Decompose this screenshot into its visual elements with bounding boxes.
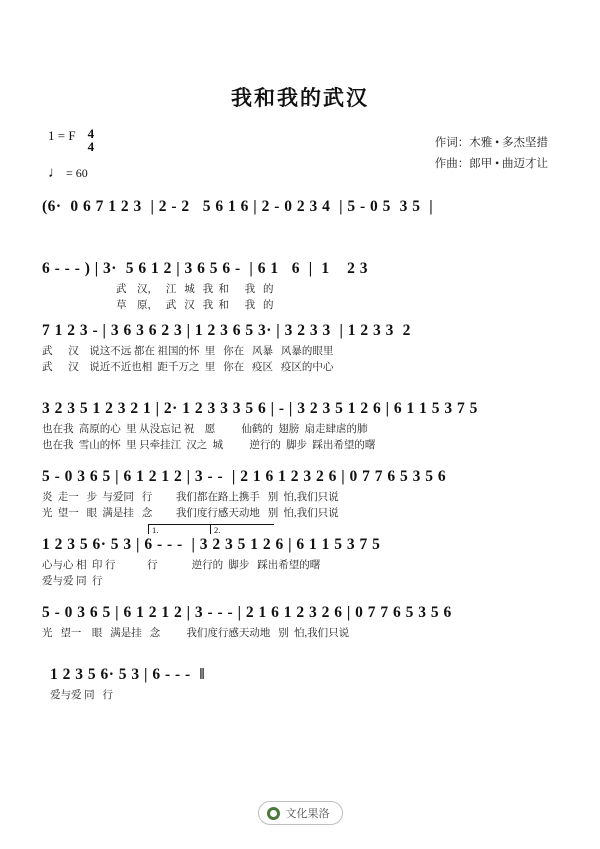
composer-credit: 作曲：郎甲 • 曲迈才让	[434, 158, 548, 171]
score-system-8	[50, 666, 310, 704]
system-4-lyric-1: 也在我 高原的心 里 从没忘记 祝 愿 仙鹤的 翅膀 扇走肆虐的肺	[42, 423, 368, 435]
score-system-1	[42, 198, 558, 216]
system-6-notes: 1 2 3 5 6· 5 3 | 6 - - - | 3 2 3 5 1 2 6 | 6 1 1 5 3 7 5	[42, 536, 381, 553]
meter-bottom: 4	[87, 139, 95, 155]
watermark-label: 文化果洛	[285, 808, 330, 820]
system-5-notes: 5 - 0 3 6 5 | 6 1 2 1 2 | 3 - - | 2 1 6 1 2 3 2 6 | 0 7 7 6 5 3 5 6	[42, 468, 447, 485]
system-3-notes: 7 1 2 3 - | 3 6 3 6 2 3 | 1 2 3 6 5 3· | 3 2 3 3 | 1 2 3 3 2	[42, 322, 411, 339]
page-title: 我和我的武汉	[231, 86, 369, 110]
tempo-value: = 60	[66, 165, 88, 180]
key-label: 1 = F	[48, 128, 76, 143]
system-6-lyric-2: 爱与爱 同 行	[42, 575, 103, 587]
system-7-notes: 5 - 0 3 6 5 | 6 1 2 1 2 | 3 - - - | 2 1 6 1 2 3 2 6 | 0 7 7 6 5 3 5 6	[42, 604, 452, 621]
tempo-marking	[48, 164, 94, 183]
footer	[0, 801, 600, 825]
quarter-note-icon: ♩	[48, 164, 63, 181]
score-system-5	[42, 468, 558, 521]
credits-block	[435, 133, 548, 176]
time-signature	[88, 128, 95, 154]
score-system-7	[42, 604, 558, 642]
system-5-lyric-1: 炎 走一 步 与爱同 行 我们都在路上携手 别 怕,我们只说	[42, 491, 339, 503]
score-system-3	[42, 322, 558, 375]
system-2-lyric-1: 武 汉， 江 城 我 和 我 的	[116, 283, 274, 295]
system-3-lyric-1: 武 汉 说这不远 都在 祖国的怀 里 你在 风暴 风暴的眼里	[42, 345, 334, 357]
repeat-ending-1: 1.	[148, 524, 212, 534]
system-3-lyric-2: 武 汉 说近不近也相 距千万之 里 你在 疫区 疫区的中心	[42, 361, 334, 373]
lyricist-credit: 作词：木雅 • 多杰坚措	[434, 137, 548, 149]
system-6-lyric-1: 心与心 相 印 行 行 逆行的 脚步 踩出希望的曙	[42, 559, 321, 571]
system-8-lyric-1: 爱与爱 同 行	[50, 689, 113, 701]
key-signature-block	[48, 128, 94, 182]
system-1-notes: (6· 0 6 7 1 2 3 | 2 - 2 5 6 1 6 | 2 - 0 2 3 4 | 5 - 0 5 3 5 |	[42, 198, 434, 215]
score-system-4	[42, 400, 558, 453]
score-system-6	[42, 536, 558, 589]
system-7-lyric-1: 光 望一 眼 满是挂 念 我们度行感天动地 别 怕,我们只说	[42, 627, 350, 639]
system-2-lyric-2: 草 原， 武 汉 我 和 我 的	[116, 299, 274, 311]
system-4-notes: 3 2 3 5 1 2 3 2 1 | 2· 1 2 3 3 3 5 6 | - | 3 2 3 5 1 2 6 | 6 1 1 5 3 7 5	[42, 400, 478, 417]
watermark-badge	[258, 801, 343, 825]
meter-top: 4	[87, 126, 95, 141]
repeat-ending-2: 2.	[210, 524, 274, 534]
system-2-notes: 6 - - - ) | 3· 5 6 1 2 | 3 6 5 6 - | 6 1 6 | 1 2 3	[42, 260, 369, 277]
score-system-2	[42, 260, 558, 313]
logo-icon	[267, 807, 280, 820]
system-4-lyric-2: 也在我 雪山的怀 里 只牵挂江 汉之 城 逆行的 脚步 踩出希望的曙	[42, 439, 376, 451]
system-5-lyric-2: 光 望一 眼 满是挂 念 我们度行感天动地 别 怕,我们只说	[42, 507, 339, 519]
system-8-notes: 1 2 3 5 6· 5 3 | 6 - - - ‖	[50, 666, 205, 683]
